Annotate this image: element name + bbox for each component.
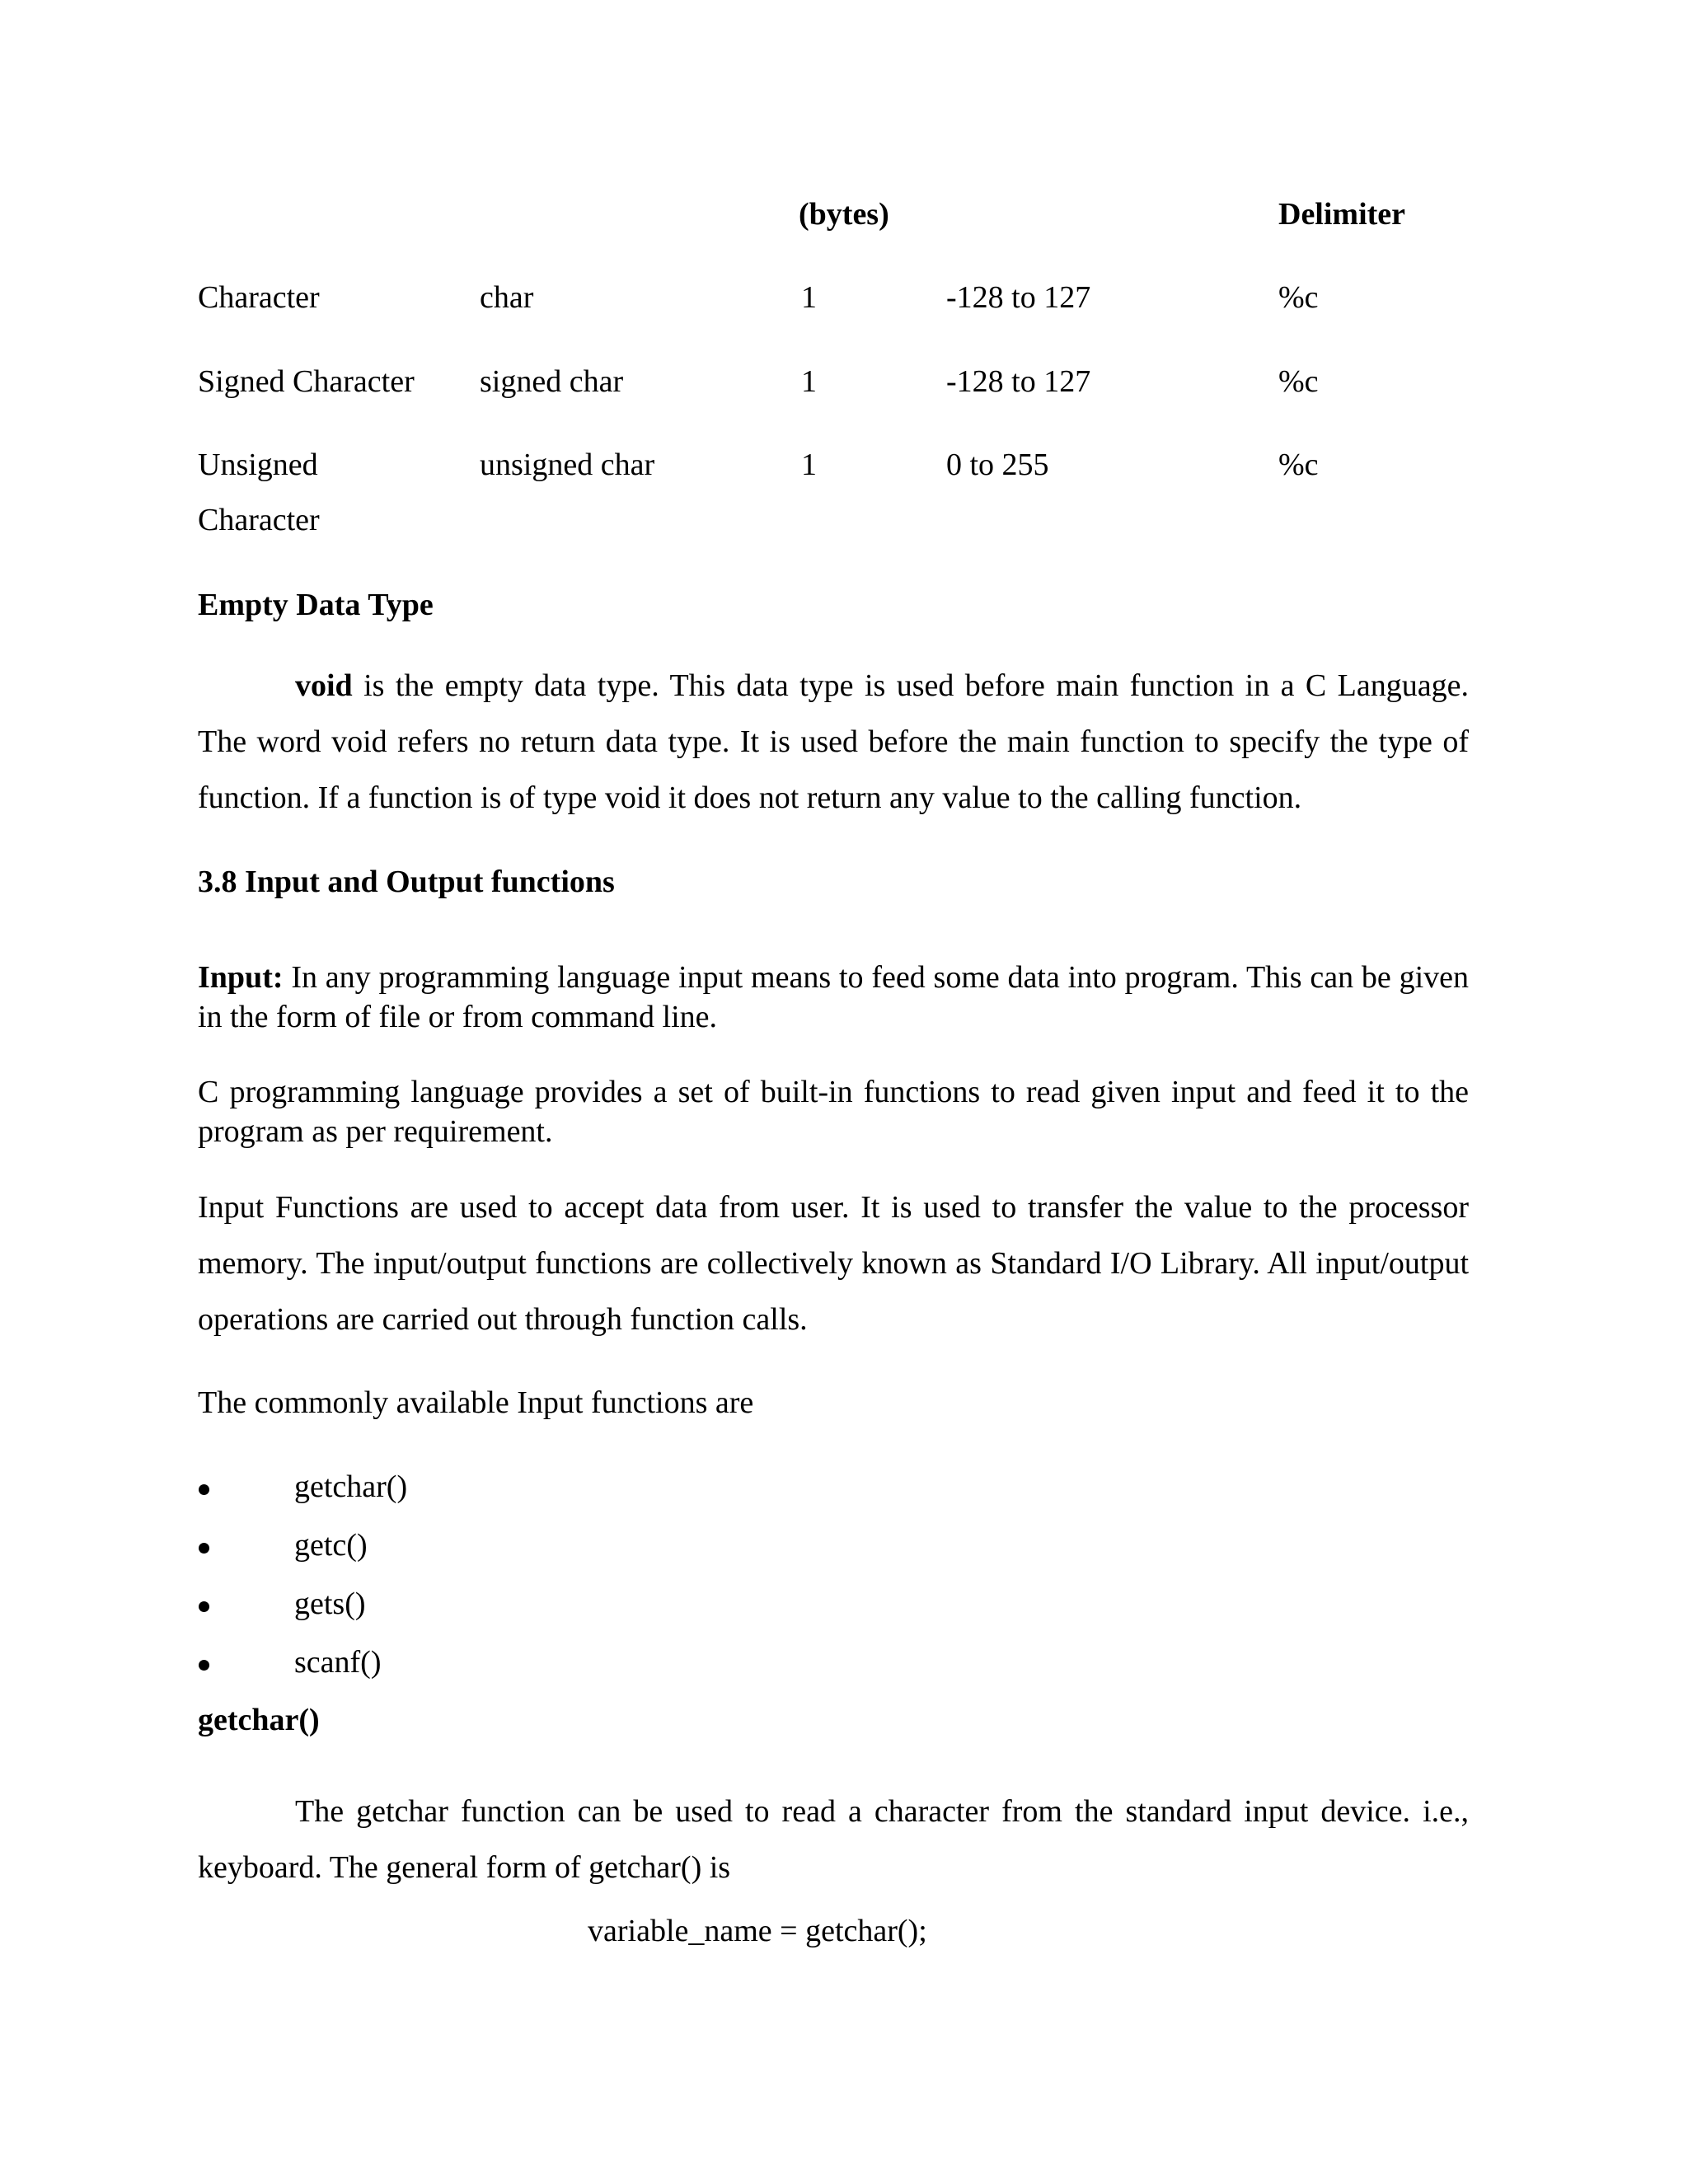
void-paragraph (198, 658, 1469, 826)
table-cell-name-continued: Character (198, 503, 320, 537)
table-cell-name: Character (198, 280, 320, 315)
list-item: getchar() (294, 1469, 408, 1504)
list-item: gets() (294, 1586, 366, 1621)
table-header-delimiter: Delimiter (1278, 197, 1406, 232)
table-cell-name: Signed Character (198, 364, 415, 399)
table-cell-name: Unsigned (198, 448, 318, 482)
getchar-heading: getchar() (198, 1703, 320, 1737)
table-cell-size: 1 (801, 280, 817, 315)
builtin-paragraph: C programming language provides a set of built-in functions to read given input and feed it to the program as per requirement. (198, 1075, 1469, 1149)
code-line: variable_name = getchar(); (588, 1914, 927, 1948)
commonly-available-line: The commonly available Input functions are (198, 1385, 754, 1420)
getchar-paragraph: The getchar function can be used to read a character from the standard input device. i.e., keyboard. The general form of getchar() is (198, 1794, 1469, 1885)
input-label: Input: (198, 960, 284, 995)
bullet-icon (199, 1543, 209, 1554)
table-cell-range: -128 to 127 (946, 280, 1091, 315)
table-cell-range: -128 to 127 (946, 364, 1091, 399)
table-header-bytes: (bytes) (799, 197, 889, 232)
void-keyword: void (295, 668, 353, 703)
table-cell-size: 1 (801, 448, 817, 482)
list-item: scanf() (294, 1645, 382, 1680)
table-cell-delimiter: %c (1278, 280, 1319, 315)
input-functions-paragraph: Input Functions are used to accept data from user. It is used to transfer the value to the processor memory. The input/output functions are collectively known as Standard I/O Library. All input/output operations are carried out through function calls. (198, 1190, 1469, 1337)
empty-data-type-heading: Empty Data Type (198, 588, 434, 622)
table-cell-size: 1 (801, 364, 817, 399)
table-cell-keyword: unsigned char (480, 448, 655, 482)
bullet-icon (199, 1660, 209, 1671)
table-cell-keyword: char (480, 280, 534, 315)
input-paragraph-text: In any programming language input means to feed some data into program. This can be given in the form of file or from command line. (198, 960, 1469, 1034)
table-cell-delimiter: %c (1278, 448, 1319, 482)
void-paragraph-text: is the empty data type. This data type is used before main function in a C Language. The word void refers no return data type. It is used before the main function to specify the type of function. If a function is of type void it does not return any value to the calling function. (198, 668, 1469, 815)
section-heading: 3.8 Input and Output functions (198, 865, 615, 899)
list-item: getc() (294, 1528, 368, 1563)
bullet-icon (199, 1484, 209, 1495)
table-cell-delimiter: %c (1278, 364, 1319, 399)
input-paragraph (198, 958, 1469, 1037)
table-cell-keyword: signed char (480, 364, 624, 399)
bullet-icon (199, 1601, 209, 1612)
table-cell-range: 0 to 255 (946, 448, 1049, 482)
